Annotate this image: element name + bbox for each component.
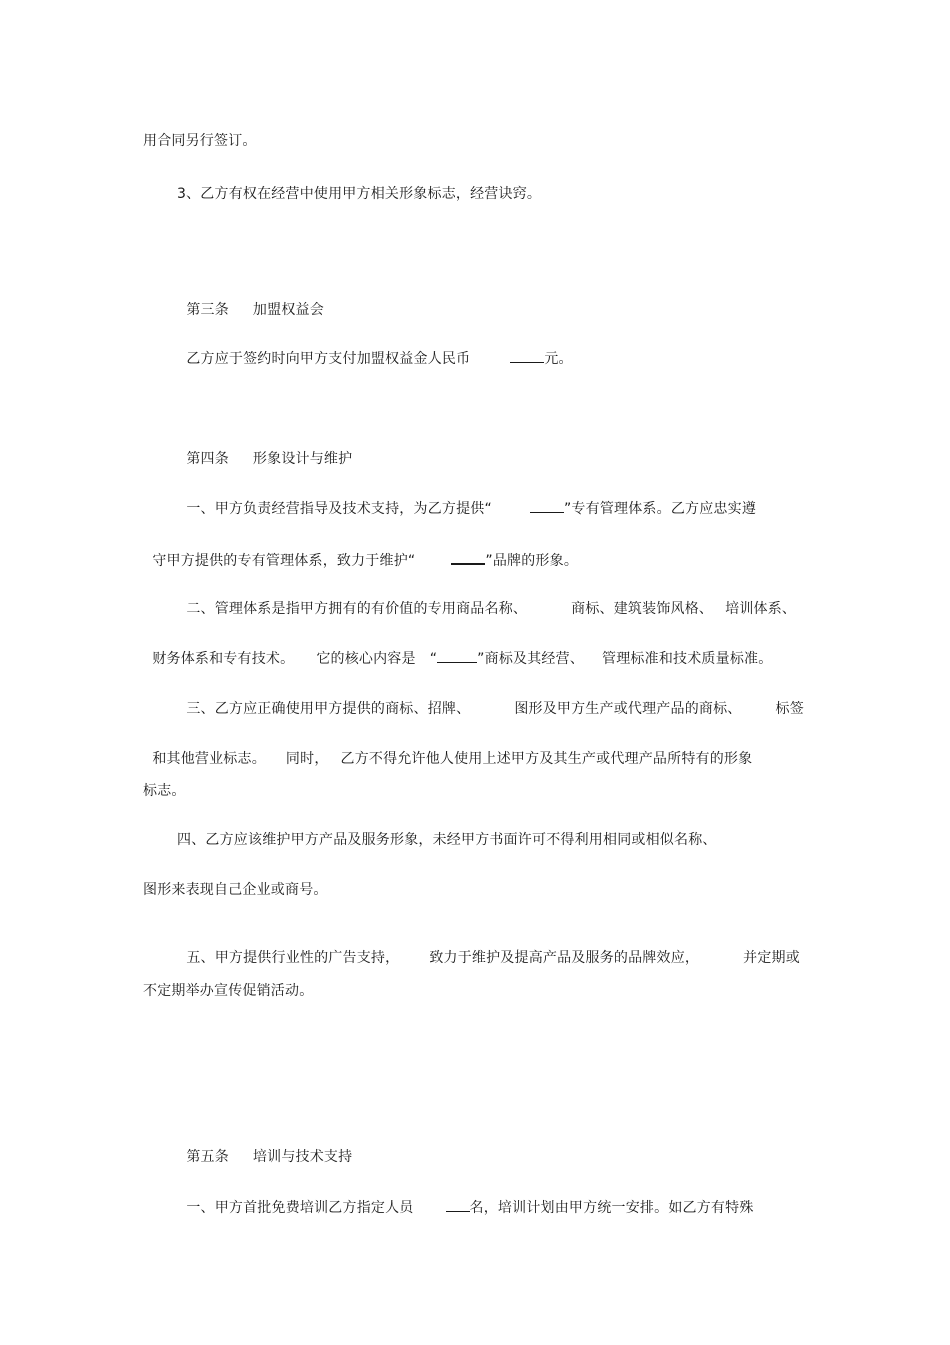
article-title: 培训与技术支持 <box>252 1149 353 1165</box>
para-line <box>177 582 796 618</box>
text-span: 培训体系、 <box>725 601 797 617</box>
text-span: 一、甲方负责经营指导及技术支持，为乙方提供“ <box>186 501 492 517</box>
text-span: 管理标准和技术质量标准。 <box>602 651 773 667</box>
article-title: 形象设计与维护 <box>252 451 353 467</box>
blank-field <box>451 551 485 565</box>
para-line: 标志。 <box>143 783 186 799</box>
text-span: 三、乙方应正确使用甲方提供的商标、招牌、 <box>186 701 471 717</box>
para-line <box>177 682 804 718</box>
para-line <box>143 732 752 768</box>
para-line: 不定期举办宣传促销活动。 <box>143 983 314 999</box>
text-span: 同时， <box>285 751 329 767</box>
para-line <box>143 533 578 570</box>
blank-field <box>530 500 564 513</box>
clause-item-3: 3、乙方有权在经营中使用甲方相关形象标志，经营诀窍。 <box>177 186 542 202</box>
text-span: ”商标及其经营、 <box>477 651 585 667</box>
blank-field <box>446 1199 470 1212</box>
text-span: 元。 <box>544 351 573 367</box>
para-line <box>177 931 800 967</box>
text-span: 它的核心内容是 <box>316 651 416 667</box>
text-span: ”品牌的形象。 <box>485 553 579 569</box>
article-number: 第五条 <box>186 1149 229 1165</box>
article-heading <box>177 432 352 468</box>
text-span: 名，培训计划由甲方统一安排。如乙方有特殊 <box>469 1200 754 1216</box>
text-span: 并定期或 <box>743 950 800 966</box>
text-span: “ <box>429 651 438 667</box>
text-span: 商标、建筑装饰风格、 <box>571 601 714 617</box>
text-span: ”专有管理体系。乙方应忠实遵 <box>563 501 757 517</box>
blank-field <box>510 350 544 363</box>
para-line: 四、乙方应该维护甲方产品及服务形象，未经甲方书面许可不得利用相同或相似名称、 <box>177 832 717 848</box>
article-number: 第四条 <box>186 451 229 467</box>
para-line: 用合同另行签订。 <box>143 133 257 149</box>
article-heading <box>177 1130 352 1166</box>
text-span: 守甲方提供的专有管理体系，致力于维护“ <box>152 553 416 569</box>
text-span: 乙方应于签约时向甲方支付加盟权益金人民币 <box>186 351 471 367</box>
para-line <box>143 632 772 668</box>
para-line <box>177 332 573 368</box>
text-span: 一、甲方首批免费培训乙方指定人员 <box>186 1200 414 1216</box>
text-span: 五、甲方提供行业性的广告支持， <box>186 950 400 966</box>
text-span: 图形及甲方生产或代理产品的商标、 <box>514 701 742 717</box>
text-span: 乙方不得允许他人使用上述甲方及其生产或代理产品所特有的形象 <box>340 751 753 767</box>
para-line <box>177 482 756 518</box>
article-heading <box>177 283 324 319</box>
blank-field <box>437 650 477 663</box>
text-span: 财务体系和专有技术。 <box>152 651 295 667</box>
text-span: 标签 <box>775 701 804 717</box>
para-line <box>177 1181 754 1217</box>
article-number: 第三条 <box>186 302 229 318</box>
text-span: 二、管理体系是指甲方拥有的有价值的专用商品名称、 <box>186 601 528 617</box>
article-title: 加盟权益会 <box>252 302 324 318</box>
para-line: 图形来表现自己企业或商号。 <box>143 882 328 898</box>
text-span: 和其他营业标志。 <box>152 751 266 767</box>
text-span: 致力于维护及提高产品及服务的品牌效应， <box>429 950 700 966</box>
